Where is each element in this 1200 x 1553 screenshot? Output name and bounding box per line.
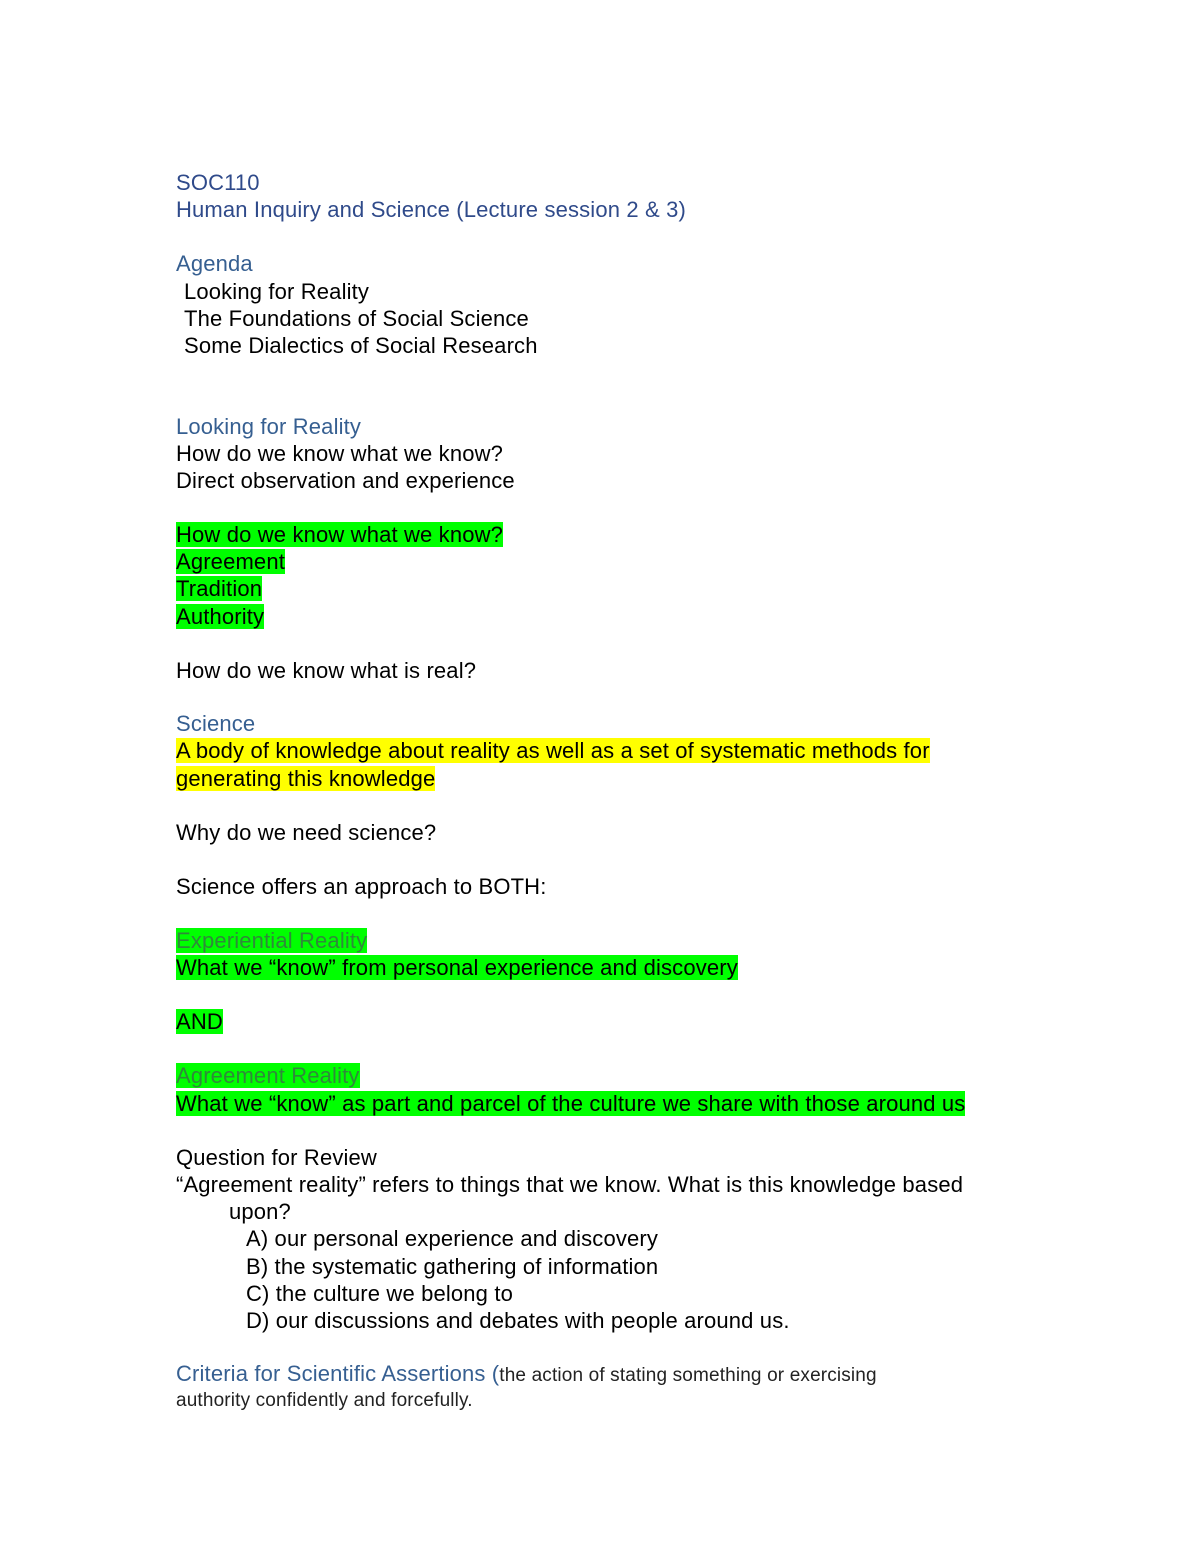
- criteria-heading: Criteria for Scientific Assertions (: [176, 1361, 500, 1386]
- review-question: upon?: [229, 1199, 291, 1224]
- looking-line: Direct observation and experience: [176, 468, 515, 493]
- experiential-text: What we “know” from personal experience and discovery: [176, 955, 738, 980]
- science-offers: Science offers an approach to BOTH:: [176, 874, 547, 899]
- document-title: Human Inquiry and Science (Lecture session 2 & 3): [176, 197, 686, 222]
- why-science: Why do we need science?: [176, 820, 437, 845]
- review-question: “Agreement reality” refers to things that we know. What is this knowledge based: [176, 1172, 964, 1197]
- criteria-note: the action of stating something or exercising: [499, 1365, 877, 1386]
- agreement-text: What we “know” as part and parcel of the culture we share with those around us: [176, 1091, 966, 1116]
- course-code: SOC110: [176, 170, 260, 195]
- highlighted-line: Agreement: [176, 549, 285, 574]
- agenda-heading: Agenda: [176, 251, 253, 276]
- criteria-note: authority confidently and forcefully.: [176, 1390, 473, 1411]
- agreement-heading: Agreement Reality: [176, 1063, 360, 1088]
- real-question: How do we know what is real?: [176, 658, 477, 683]
- agenda-item: Looking for Reality: [184, 279, 370, 304]
- looking-line: How do we know what we know?: [176, 441, 504, 466]
- review-heading: Question for Review: [176, 1145, 377, 1170]
- science-definition: generating this knowledge: [176, 766, 436, 791]
- review-option: D) our discussions and debates with people around us.: [246, 1308, 790, 1333]
- criteria-line: [176, 1360, 877, 1389]
- agenda-item: The Foundations of Social Science: [184, 306, 529, 331]
- review-option: B) the systematic gathering of information: [246, 1254, 659, 1279]
- review-option: C) the culture we belong to: [246, 1281, 513, 1306]
- experiential-heading: Experiential Reality: [176, 928, 368, 953]
- highlighted-line: Tradition: [176, 576, 263, 601]
- looking-heading: Looking for Reality: [176, 414, 362, 439]
- and-text: AND: [176, 1009, 223, 1034]
- review-option: A) our personal experience and discovery: [246, 1226, 659, 1251]
- highlighted-line: Authority: [176, 604, 265, 629]
- highlighted-line: How do we know what we know?: [176, 522, 504, 547]
- science-definition: A body of knowledge about reality as well as a set of systematic methods for: [176, 738, 930, 763]
- agenda-item: Some Dialectics of Social Research: [184, 333, 538, 358]
- science-heading: Science: [176, 711, 256, 736]
